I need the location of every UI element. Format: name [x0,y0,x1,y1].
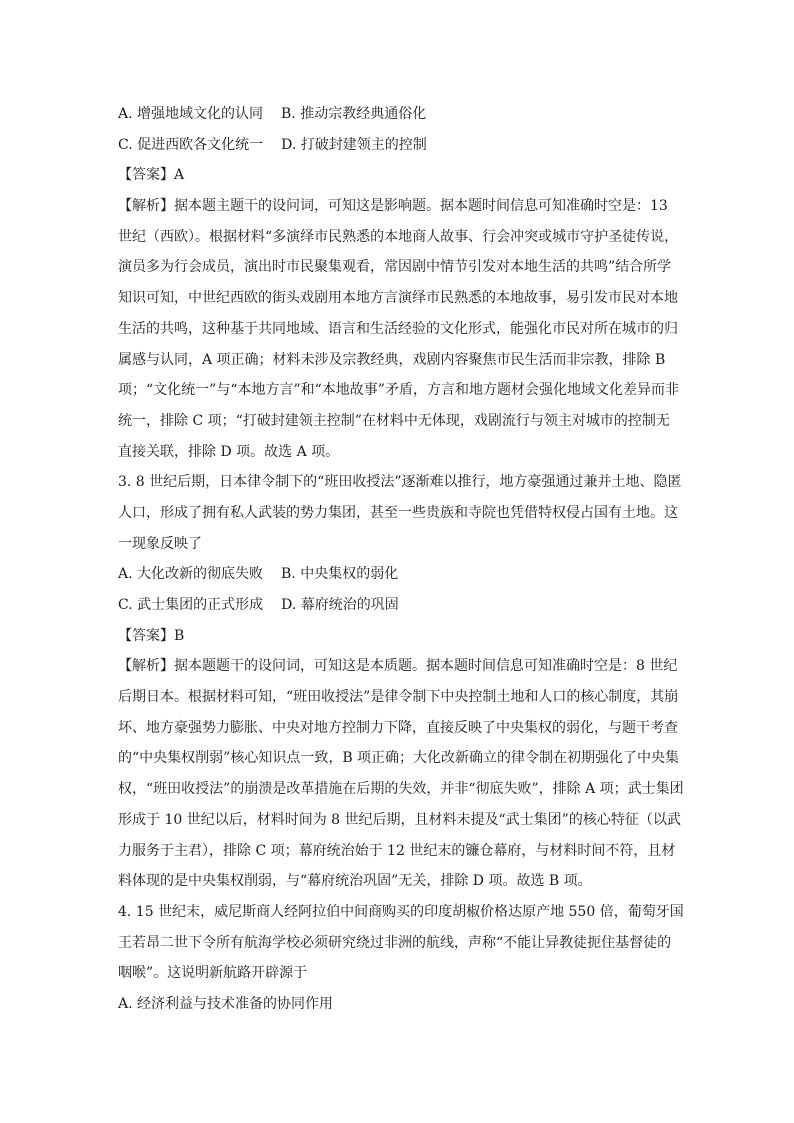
q2-option-c: C. 促进西欧各文化统一 [118,136,264,153]
q2-analysis-line: 项；“文化统一”与“本地方言”和“本地故事”矛盾，方言和地方题材会强化地域文化差异而非 [118,382,679,399]
q2-option-b: B. 推动宗教经典通俗化 [281,106,427,122]
q3-analysis-line: 后期日本。根据材料可知，“班田收授法”是律令制下中央控制土地和人口的核心制度，其崩 [118,689,679,706]
q2-analysis-line: 知识可知，中世纪西欧的街头戏剧用本地方言演绎市民熟悉的本地故事，易引发市民对本地 [118,290,678,307]
q2-analysis-line: 统一，排除 C 项；“打破封建领主控制”在材料中无体现，戏剧流行与领主对城市的控制无 [118,412,670,429]
q4-stem-line: 4. 15 世纪末，威尼斯商人经阿拉伯中间商购买的印度胡椒价格达原产地 550 倍，葡萄牙国 [118,903,684,920]
q2-analysis-line: 直接关联，排除 D 项。故选 A 项。 [118,443,340,460]
q3-analysis-line: 形成于 10 世纪以后，材料时间为 8 世纪后期，且材料未提及“武士集团”的核心特征（以武 [118,811,681,828]
q3-analysis-line: 权，“班田收授法”的崩溃是改革措施在后期的失效，并非“彻底失败”，排除 A 项；武士集团 [118,781,684,798]
q2-option-a: A. 增强地域文化的认同 [118,106,264,122]
q3-option-c: C. 武士集团的正式形成 [118,597,264,613]
q3-option-a: A. 大化改新的彻底失败 [118,566,264,583]
q2-analysis-line: 属感与认同，A 项正确；材料未涉及宗教经典，戏剧内容聚焦市民生活而非宗教，排除 B [118,351,666,368]
q3-analysis-line: 【解析】据本题题干的设问词，可知这是本质题。据本题时间信息可知准确时空是：8 世纪 [118,658,678,675]
q2-options-row-1 [118,99,680,130]
q2-analysis-line: 生活的共鸣，这种基于共同地域、语言和生活经验的文化形式，能强化市民对所在城市的归 [118,320,678,337]
q3-options-row-1 [118,559,680,590]
q3-options-row-2 [118,590,680,621]
q3-analysis-line: 坏、地方豪强势力膨胀、中央对地方控制力下降，直接反映了中央集权的弱化，与题干考查 [118,719,678,736]
q2-option-d: D. 打破封建领主的控制 [281,136,427,153]
q3-analysis-line: 料体现的是中央集权削弱，与“幕府统治巩固”无关，排除 D 项。故选 B 项。 [118,873,592,890]
page-content [118,99,684,1020]
q4-stem-line: 咽喉”。这说明新航路开辟源于 [118,965,308,982]
q3-option-b: B. 中央集权的弱化 [281,566,399,583]
q3-stem-line: 3. 8 世纪后期，日本律令制下的“班田收授法”逐渐难以推行，地方豪强通过兼并土地、隐匿 [118,474,682,491]
q4-option-a: A. 经济利益与技术准备的协同作用 [118,995,334,1012]
q3-analysis-line: 的“中央集权削弱”核心知识点一致，B 项正确；大化改新确立的律令制在初期强化了中央集 [118,750,680,767]
q3-stem-line: 人口，形成了拥有私人武装的势力集团，甚至一些贵族和寺院也凭借特权侵占国有土地。这 [118,504,678,521]
q4-stem-line: 王若昂二世下令所有航海学校必须研究绕过非洲的航线，声称“不能让异教徒扼住基督徒的 [118,934,672,951]
q3-answer: 【答案】B [118,627,185,644]
q2-analysis-line: 【解析】据本题主题干的设问词，可知这是影响题。据本题时间信息可知准确时空是：13 [118,198,668,215]
q3-stem-line: 一现象反映了 [118,535,202,552]
q3-analysis-line: 力服务于主君），排除 C 项；幕府统治始于 12 世纪末的镰仓幕府，与材料时间不符，且材 [118,842,676,859]
q2-options-row-2 [118,130,680,161]
q2-answer: 【答案】A [118,167,185,184]
q2-analysis-line: 演员多为行会成员，演出时市民聚集观看，常因剧中情节引发对本地生活的共鸣”结合所学 [118,259,672,276]
q2-analysis-line: 世纪（西欧）。根据材料“多演绎市民熟悉的本地商人故事、行会冲突或城市守护圣徒传说， [118,228,679,245]
q3-option-d: D. 幕府统治的巩固 [281,597,399,613]
